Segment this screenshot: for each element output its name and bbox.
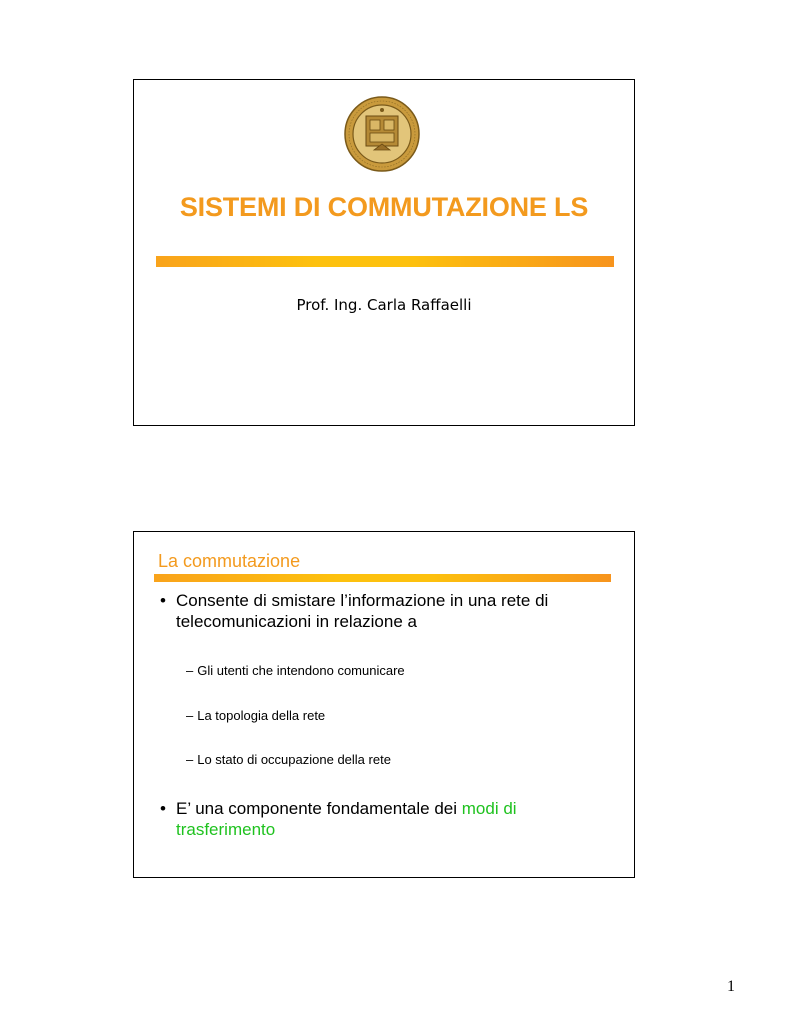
bullet-item: [160, 590, 600, 632]
sub-item: [186, 752, 391, 767]
slide-heading: La commutazione: [158, 551, 301, 571]
author-subtitle: Prof. Ing. Carla Raffaelli: [296, 296, 472, 314]
sub-item-text: La topologia della rete: [197, 708, 326, 723]
bullet-icon: •: [160, 591, 166, 610]
content-slide: [133, 531, 635, 878]
highlight-term: modi di trasferimento: [176, 799, 517, 839]
page-number: 1: [727, 978, 735, 995]
dash-icon: –: [186, 708, 194, 723]
bullet-text: E’ una componente fondamentale dei: [176, 799, 462, 818]
heading-divider-bar: [154, 574, 611, 582]
title-divider-bar: [156, 256, 614, 267]
sub-item-text: Gli utenti che intendono comunicare: [197, 663, 405, 678]
university-seal-icon: [344, 96, 420, 172]
dash-icon: –: [186, 752, 194, 767]
sub-item-text: Lo stato di occupazione della rete: [197, 752, 391, 767]
sub-item: [186, 708, 325, 723]
bullet-item: [160, 798, 560, 840]
title-slide: [133, 79, 635, 426]
bullet-icon: •: [160, 799, 166, 818]
dash-icon: –: [186, 663, 194, 678]
bullet-text: Consente di smistare l’informazione in una rete di telecomunicazioni in relazione a: [176, 591, 549, 631]
presentation-title: SISTEMI DI COMMUTAZIONE LS: [179, 192, 589, 222]
bullet-text-container: [160, 798, 560, 840]
sub-item: [186, 663, 405, 678]
